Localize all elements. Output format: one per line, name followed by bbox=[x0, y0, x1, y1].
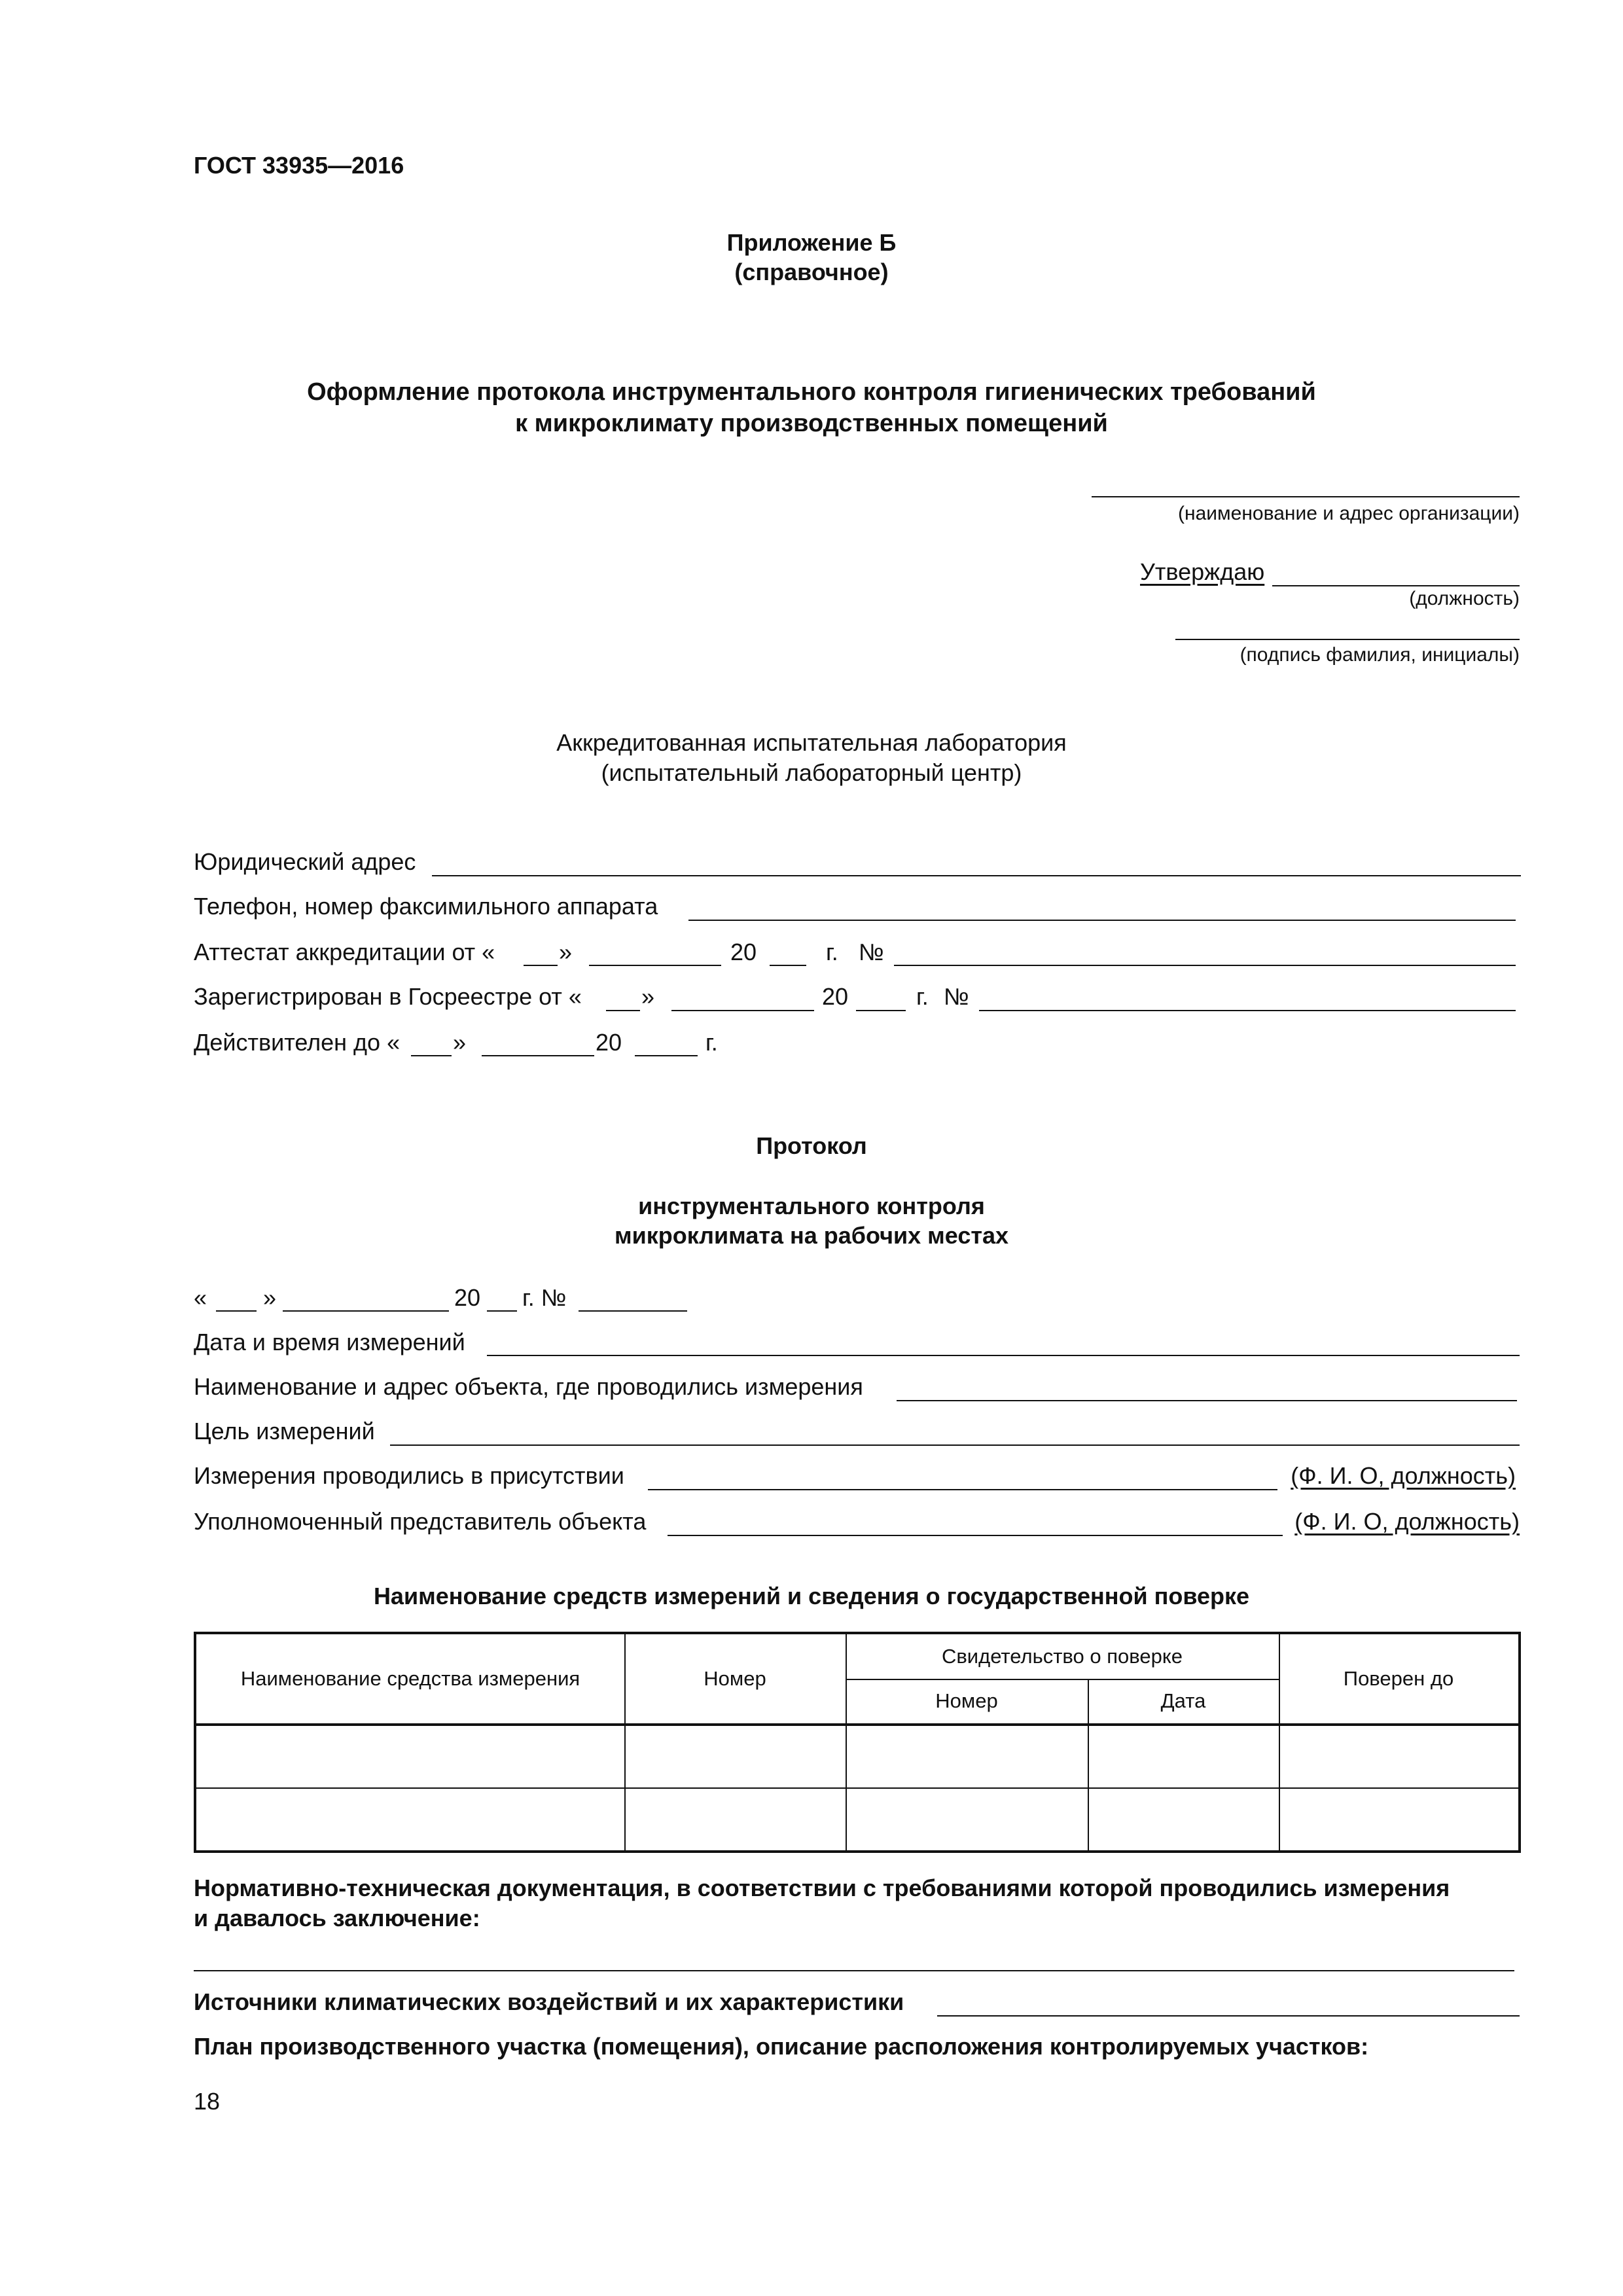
protocol-year-field[interactable] bbox=[487, 1310, 517, 1312]
sources-field[interactable] bbox=[937, 2015, 1520, 2017]
signature-line[interactable] bbox=[1175, 639, 1520, 640]
measure-datetime-label: Дата и время измерений bbox=[194, 1329, 465, 1355]
registered-year-prefix: 20 bbox=[822, 983, 849, 1010]
phone-label: Телефон, номер факсимильного аппарата bbox=[194, 893, 658, 920]
instruments-heading: Наименование средств измерений и сведения о государственной поверке bbox=[373, 1583, 1250, 1609]
valid-quote-close: » bbox=[453, 1029, 467, 1056]
col-header-name: Наименование средства измерения bbox=[240, 1667, 580, 1690]
instruments-table bbox=[194, 1632, 1521, 1853]
object-field[interactable] bbox=[897, 1400, 1517, 1401]
legal-address-label: Юридический адрес bbox=[194, 848, 416, 875]
accreditation-number-sign: № bbox=[859, 939, 884, 965]
col-header-cert-number: Номер bbox=[935, 1689, 998, 1712]
table-cell[interactable] bbox=[1279, 1725, 1518, 1787]
valid-year-field[interactable] bbox=[635, 1055, 698, 1056]
presence-label: Измерения проводились в присутствии bbox=[194, 1462, 624, 1489]
protocol-date-open: « bbox=[194, 1284, 207, 1311]
accreditation-number-field[interactable] bbox=[894, 965, 1516, 966]
org-caption: (наименование и адрес организации) bbox=[1178, 503, 1520, 524]
protocol-year-suffix: г. № bbox=[522, 1284, 567, 1311]
table-cell[interactable] bbox=[624, 1789, 846, 1850]
valid-day-field[interactable] bbox=[411, 1055, 452, 1056]
protocol-number-field[interactable] bbox=[579, 1310, 687, 1312]
table-cell[interactable] bbox=[196, 1725, 624, 1787]
valid-until-label: Действителен до « bbox=[194, 1029, 401, 1056]
document-title-line1: Оформление протокола инструментального контроля гигиенических требований bbox=[307, 378, 1316, 406]
col-header-cert-date: Дата bbox=[1160, 1689, 1206, 1712]
table-cell[interactable] bbox=[846, 1725, 1088, 1787]
purpose-label: Цель измерений bbox=[194, 1418, 375, 1444]
plan-label: План производственного участка (помещения), описание расположения контролируемых участков: bbox=[194, 2033, 1369, 2060]
table-cell[interactable] bbox=[1088, 1725, 1279, 1787]
standard-number: ГОСТ 33935—2016 bbox=[194, 152, 404, 179]
col-header-verified-until: Поверен до bbox=[1343, 1667, 1454, 1690]
accreditation-month-field[interactable] bbox=[589, 965, 721, 966]
position-caption: (должность) bbox=[1409, 588, 1520, 609]
col-header-certificate: Свидетельство о поверке bbox=[941, 1645, 1183, 1668]
registered-label: Зарегистрирован в Госреестре от « bbox=[194, 983, 582, 1010]
table-cell[interactable] bbox=[1088, 1789, 1279, 1850]
lab-title: Аккредитованная испытательная лаборатория bbox=[556, 729, 1067, 756]
accreditation-quote-close: » bbox=[559, 939, 573, 965]
protocol-subtitle-line1: инструментального контроля bbox=[638, 1193, 985, 1219]
protocol-year-prefix: 20 bbox=[454, 1284, 481, 1311]
phone-field[interactable] bbox=[688, 920, 1516, 921]
lab-subtitle: (испытательный лабораторный центр) bbox=[601, 759, 1022, 786]
representative-caption: (Ф. И. О, должность) bbox=[1294, 1508, 1520, 1535]
accreditation-label: Аттестат аккредитации от « bbox=[194, 939, 495, 965]
signature-caption: (подпись фамилия, инициалы) bbox=[1240, 644, 1520, 666]
protocol-month-field[interactable] bbox=[283, 1310, 449, 1312]
approve-label: Утверждаю bbox=[1140, 558, 1265, 585]
measure-datetime-field[interactable] bbox=[487, 1355, 1520, 1356]
representative-label: Уполномоченный представитель объекта bbox=[194, 1508, 647, 1535]
appendix-label: Приложение Б bbox=[726, 229, 897, 256]
page-number: 18 bbox=[194, 2088, 221, 2115]
protocol-subtitle-line2: микроклимата на рабочих местах bbox=[614, 1222, 1009, 1249]
valid-year-suffix: г. bbox=[705, 1029, 718, 1056]
accreditation-day-field[interactable] bbox=[524, 965, 558, 966]
table-cell[interactable] bbox=[846, 1789, 1088, 1850]
valid-year-prefix: 20 bbox=[596, 1029, 622, 1056]
representative-field[interactable] bbox=[668, 1535, 1283, 1536]
appendix-type: (справочное) bbox=[734, 259, 889, 285]
registered-quote-close: » bbox=[641, 983, 655, 1010]
protocol-heading: Протокол bbox=[756, 1132, 867, 1159]
registered-day-field[interactable] bbox=[606, 1010, 640, 1011]
presence-caption: (Ф. И. О, должность) bbox=[1291, 1462, 1516, 1489]
registered-year-field[interactable] bbox=[856, 1010, 906, 1011]
table-cell[interactable] bbox=[196, 1789, 624, 1850]
accreditation-year-suffix: г. bbox=[826, 939, 838, 965]
protocol-date-close: » bbox=[263, 1284, 277, 1311]
presence-field[interactable] bbox=[648, 1489, 1277, 1490]
registered-number-sign: № bbox=[944, 983, 969, 1010]
accreditation-year-prefix: 20 bbox=[730, 939, 757, 965]
registered-month-field[interactable] bbox=[671, 1010, 814, 1011]
object-label: Наименование и адрес объекта, где проводились измерения bbox=[194, 1373, 863, 1400]
normative-label-line2: и давалось заключение: bbox=[194, 1905, 480, 1931]
protocol-day-field[interactable] bbox=[216, 1310, 257, 1312]
org-name-line[interactable] bbox=[1092, 496, 1520, 497]
position-line[interactable] bbox=[1272, 585, 1520, 586]
table-cell[interactable] bbox=[624, 1725, 846, 1787]
registered-number-field[interactable] bbox=[979, 1010, 1516, 1011]
purpose-field[interactable] bbox=[390, 1444, 1520, 1446]
normative-field[interactable] bbox=[194, 1970, 1514, 1971]
col-header-number: Номер bbox=[704, 1667, 766, 1690]
document-title-line2: к микроклимату производственных помещений bbox=[515, 410, 1108, 437]
accreditation-year-field[interactable] bbox=[770, 965, 806, 966]
registered-year-suffix: г. bbox=[916, 983, 929, 1010]
sources-label: Источники климатических воздействий и их характеристики bbox=[194, 1988, 904, 2015]
normative-label-line1: Нормативно-техническая документация, в соответствии с требованиями которой проводились измерения bbox=[194, 1874, 1450, 1901]
legal-address-field[interactable] bbox=[432, 875, 1521, 876]
table-cell[interactable] bbox=[1279, 1789, 1518, 1850]
valid-month-field[interactable] bbox=[482, 1055, 594, 1056]
